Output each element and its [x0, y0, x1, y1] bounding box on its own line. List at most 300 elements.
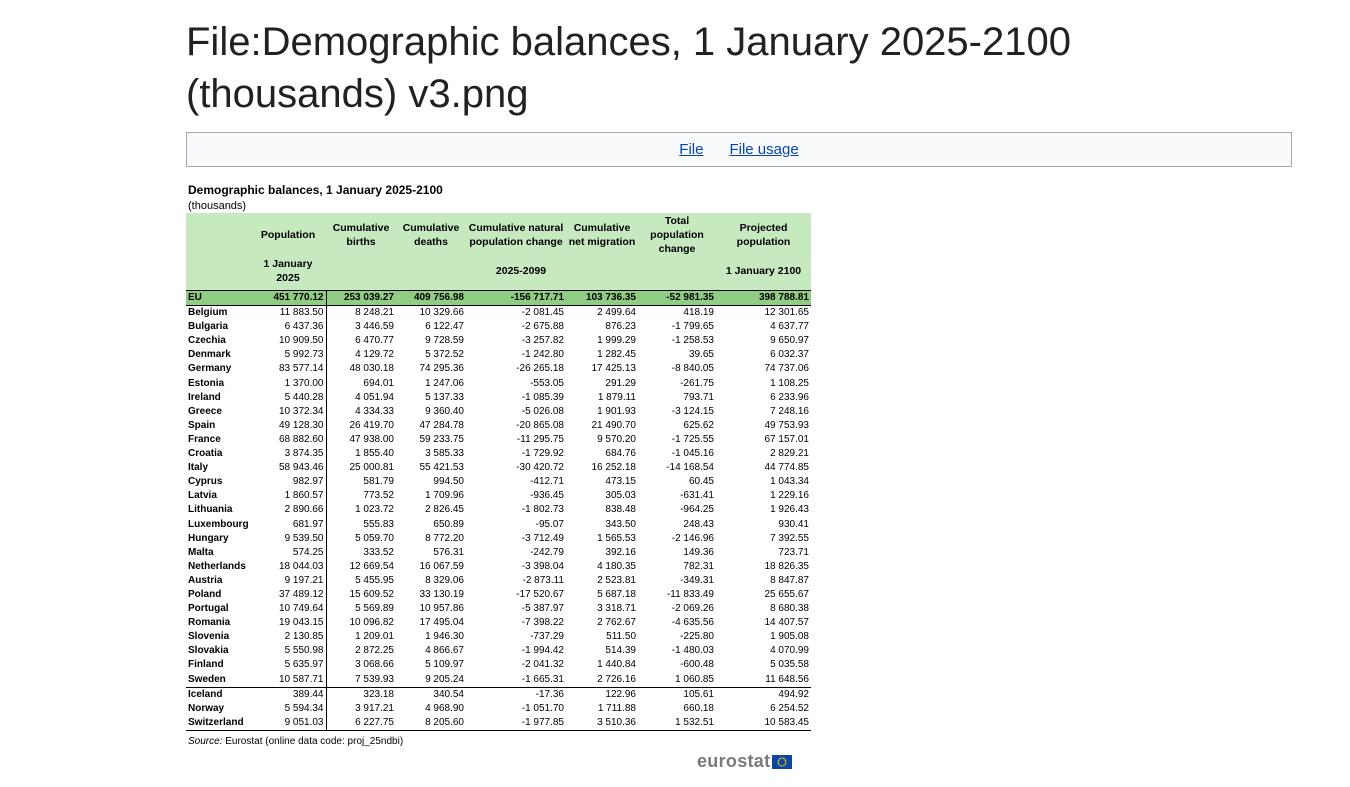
value-cell: 2 726.16 — [597, 673, 636, 685]
value-cell: 1 108.25 — [770, 377, 809, 389]
value-cell: -5 387.97 — [521, 603, 564, 615]
value-cell: -631.41 — [680, 490, 714, 502]
value-cell: -3 398.04 — [521, 560, 564, 572]
value-cell: 9 205.24 — [425, 673, 464, 685]
figure-title: Demographic balances, 1 January 2025-2100 — [188, 183, 443, 197]
table-row — [186, 546, 811, 560]
subheader-cell: 1 January 2100 — [716, 257, 811, 285]
value-cell: 5 992.73 — [250, 348, 326, 362]
value-cell: -1 045.16 — [671, 448, 714, 460]
value-cell: 343.50 — [605, 518, 636, 530]
value-cell: 25 655.67 — [764, 588, 809, 600]
country-cell: Finland — [188, 659, 224, 671]
value-cell: 5 594.34 — [250, 702, 326, 716]
value-cell: 5 137.33 — [425, 391, 464, 403]
table-row — [186, 532, 811, 546]
value-cell: -553.05 — [530, 377, 564, 389]
table-row — [186, 489, 811, 503]
value-cell: 149.36 — [683, 546, 714, 558]
value-cell: 9 728.59 — [425, 335, 464, 347]
value-cell: 59 233.75 — [419, 433, 464, 445]
value-cell: -2 041.32 — [521, 659, 564, 671]
value-cell: 49 753.93 — [764, 419, 809, 431]
value-cell: 514.39 — [605, 645, 636, 657]
value-cell: 291.29 — [605, 377, 636, 389]
table-row — [186, 630, 811, 644]
value-cell: 555.83 — [363, 518, 394, 530]
value-cell: 10 587.71 — [250, 673, 326, 688]
country-cell: Spain — [188, 419, 216, 431]
value-cell: 9 051.03 — [250, 716, 326, 731]
value-cell: 1 023.72 — [355, 504, 394, 516]
value-cell: 1 043.34 — [770, 476, 809, 488]
value-cell: 5 635.97 — [250, 658, 326, 672]
table-row — [186, 348, 811, 362]
value-cell: 6 470.77 — [355, 335, 394, 347]
table-row-eu — [186, 291, 811, 306]
value-cell: 9 539.50 — [250, 532, 326, 546]
value-cell: 48 030.18 — [349, 363, 394, 375]
table-subheader-row — [186, 257, 811, 285]
country-cell: Romania — [188, 617, 231, 629]
header-cell: Cumulative net migration — [566, 213, 638, 257]
value-cell: 6 437.36 — [250, 320, 326, 334]
table-row — [186, 447, 811, 461]
value-cell: 392.16 — [605, 546, 636, 558]
eurostat-logo — [697, 751, 792, 772]
value-cell: 511.50 — [606, 631, 636, 643]
value-cell: -349.31 — [680, 574, 714, 586]
value-cell: -5 026.08 — [521, 405, 564, 417]
table-body — [186, 291, 811, 731]
value-cell: 5 059.70 — [355, 532, 394, 544]
value-cell: -1 242.80 — [521, 349, 564, 361]
value-cell: 58 943.46 — [250, 461, 326, 475]
value-cell: -20 865.08 — [516, 419, 564, 431]
value-cell: 39.65 — [688, 349, 714, 361]
value-cell: 650.89 — [433, 518, 464, 530]
value-cell: 105.61 — [638, 687, 716, 702]
value-cell: 2 829.21 — [770, 448, 809, 460]
value-cell: 581.79 — [363, 476, 394, 488]
value-cell: 253 039.27 — [326, 291, 396, 306]
table-row — [186, 391, 811, 405]
table-row — [186, 320, 811, 334]
value-cell: 4 968.90 — [425, 702, 464, 714]
country-cell: Croatia — [188, 448, 223, 460]
country-cell: Slovenia — [188, 631, 230, 643]
value-cell: 1 060.85 — [675, 673, 714, 685]
table-row — [186, 461, 811, 475]
value-cell: 994.50 — [433, 476, 464, 488]
value-cell: -1 480.03 — [671, 645, 714, 657]
value-cell: 47 284.78 — [419, 419, 464, 431]
value-cell: 12 301.65 — [764, 307, 809, 319]
country-cell: Lithuania — [188, 504, 233, 516]
value-cell: 8 847.87 — [770, 574, 809, 586]
value-cell: 5 109.97 — [425, 659, 464, 671]
value-cell: -52 981.35 — [638, 291, 716, 306]
value-cell: 1 946.30 — [425, 631, 464, 643]
value-cell: 2 872.25 — [355, 645, 394, 657]
value-cell: 2 826.45 — [425, 504, 464, 516]
country-cell: Estonia — [188, 377, 225, 389]
country-cell: Norway — [188, 702, 225, 714]
value-cell: -11 295.75 — [516, 433, 564, 445]
header-cell: Projected population — [716, 213, 811, 257]
value-cell: 3 585.33 — [425, 448, 464, 460]
value-cell: 1 209.01 — [355, 631, 394, 643]
figure-subtitle: (thousands) — [188, 200, 247, 212]
value-cell: 9 360.40 — [425, 405, 464, 417]
country-cell: Ireland — [188, 391, 221, 403]
table-row — [186, 616, 811, 630]
country-cell: Iceland — [186, 687, 250, 702]
value-cell: 9 570.20 — [597, 433, 636, 445]
value-cell: 684.76 — [605, 448, 636, 460]
file-tab-bar — [186, 132, 1292, 167]
country-cell: Austria — [188, 574, 223, 586]
value-cell: 1 532.51 — [638, 716, 716, 731]
value-cell: 9 197.21 — [250, 574, 326, 588]
country-cell: Portugal — [188, 603, 229, 615]
value-cell: 3 446.59 — [355, 321, 394, 333]
value-cell: 5 687.18 — [597, 588, 636, 600]
table-row — [186, 602, 811, 616]
tab-file[interactable]: File — [679, 141, 704, 158]
country-cell: Czechia — [188, 335, 226, 347]
value-cell: -8 840.05 — [671, 363, 714, 375]
country-cell: Belgium — [188, 307, 228, 319]
table-row — [186, 433, 811, 447]
value-cell: 6 233.96 — [770, 391, 809, 403]
value-cell: 15 609.52 — [349, 588, 394, 600]
value-cell: 1 565.53 — [597, 532, 636, 544]
value-cell: -17 520.67 — [516, 588, 564, 600]
value-cell: 625.62 — [683, 419, 714, 431]
value-cell: -26 265.18 — [516, 363, 564, 375]
table-row — [186, 503, 811, 517]
value-cell: 8 329.06 — [425, 574, 464, 586]
country-cell: Luxembourg — [188, 518, 249, 530]
value-cell: 44 774.85 — [764, 462, 809, 474]
file-image[interactable] — [186, 180, 816, 780]
country-cell: Cyprus — [188, 476, 223, 488]
source-text: Eurostat (online data code: proj_25ndbi) — [222, 736, 404, 747]
value-cell: 83 577.14 — [250, 362, 326, 376]
country-cell: Bulgaria — [188, 321, 229, 333]
value-cell: 17 425.13 — [591, 363, 636, 375]
value-cell: 838.48 — [605, 504, 636, 516]
value-cell: 122.96 — [566, 687, 638, 702]
value-cell: 576.31 — [433, 546, 464, 558]
value-cell: -1 729.92 — [521, 448, 564, 460]
value-cell: 451 770.12 — [250, 291, 326, 306]
value-cell: 4 070.99 — [770, 645, 809, 657]
value-cell: 5 440.28 — [250, 391, 326, 405]
country-cell: Greece — [188, 405, 222, 417]
value-cell: -11 833.49 — [666, 588, 714, 600]
value-cell: 18 826.35 — [764, 560, 809, 572]
value-cell: 930.41 — [778, 518, 809, 530]
table-row — [186, 334, 811, 348]
value-cell: -2 069.26 — [671, 603, 714, 615]
value-cell: 74 295.36 — [419, 363, 464, 375]
value-cell: -1 051.70 — [521, 702, 564, 714]
value-cell: 55 421.53 — [419, 462, 464, 474]
table-row — [186, 687, 811, 702]
table-row — [186, 377, 811, 391]
value-cell: 10 909.50 — [250, 334, 326, 348]
value-cell: 876.23 — [605, 321, 636, 333]
header-cell: Cumulative natural population change — [466, 213, 566, 257]
value-cell: 6 122.47 — [425, 321, 464, 333]
value-cell: -936.45 — [530, 490, 564, 502]
value-cell: -3 124.15 — [671, 405, 714, 417]
value-cell: 8 248.21 — [355, 307, 394, 319]
value-cell: 60.45 — [688, 476, 714, 488]
value-cell: -17.36 — [466, 687, 566, 702]
value-cell: 17 495.04 — [419, 617, 464, 629]
value-cell: 14 407.57 — [764, 617, 809, 629]
value-cell: -1 725.55 — [671, 433, 714, 445]
value-cell: 3 318.71 — [597, 603, 636, 615]
value-cell: -2 675.88 — [521, 321, 564, 333]
value-cell: 782.31 — [683, 560, 714, 572]
value-cell: 4 637.77 — [770, 321, 809, 333]
value-cell: 574.25 — [250, 546, 326, 560]
value-cell: 248.43 — [683, 518, 714, 530]
header-cell: Total population change — [638, 213, 716, 257]
country-cell: Latvia — [188, 490, 217, 502]
value-cell: 323.18 — [326, 687, 396, 702]
value-cell: 3 917.21 — [355, 702, 394, 714]
value-cell: 26 419.70 — [349, 419, 394, 431]
value-cell: 103 736.35 — [566, 291, 638, 306]
country-cell: Italy — [188, 462, 209, 474]
value-cell: -3 257.82 — [521, 335, 564, 347]
value-cell: 11 648.56 — [765, 673, 809, 685]
country-cell: Sweden — [188, 673, 226, 685]
value-cell: 10 329.66 — [419, 307, 464, 319]
value-cell: -1 802.73 — [521, 504, 564, 516]
source-label: Source: — [188, 736, 223, 747]
table-row — [186, 419, 811, 433]
table-row — [186, 658, 811, 672]
value-cell: 6 227.75 — [326, 716, 396, 731]
header-cell: Cumulative births — [326, 213, 396, 257]
country-cell: EU — [186, 291, 250, 306]
value-cell: 793.71 — [683, 391, 714, 403]
value-cell: 4 866.67 — [425, 645, 464, 657]
value-cell: 1 860.57 — [250, 489, 326, 503]
table-row — [186, 306, 811, 321]
value-cell: 10 583.45 — [716, 716, 811, 731]
value-cell: 5 372.52 — [425, 349, 464, 361]
table-row — [186, 560, 811, 574]
value-cell: 694.01 — [363, 377, 394, 389]
value-cell: 37 489.12 — [250, 588, 326, 602]
value-cell: 2 130.85 — [250, 630, 326, 644]
value-cell: 16 067.59 — [419, 560, 464, 572]
value-cell: 4 180.35 — [597, 560, 636, 572]
value-cell: 5 569.89 — [355, 603, 394, 615]
value-cell: 2 762.67 — [597, 617, 636, 629]
country-cell: Slovakia — [188, 645, 229, 657]
value-cell: -737.29 — [530, 631, 564, 643]
value-cell: 1 709.96 — [425, 490, 464, 502]
country-cell: Switzerland — [186, 716, 250, 731]
value-cell: 982.97 — [250, 475, 326, 489]
value-cell: 2 890.66 — [250, 503, 326, 517]
table-row — [186, 673, 811, 688]
value-cell: -2 081.45 — [521, 307, 564, 319]
value-cell: 333.52 — [363, 546, 394, 558]
value-cell: 49 128.30 — [250, 419, 326, 433]
table-row — [186, 644, 811, 658]
value-cell: -600.48 — [680, 659, 714, 671]
table-row — [186, 518, 811, 532]
subheader-cell: 1 January 2025 — [250, 257, 326, 285]
value-cell: 10 957.86 — [419, 603, 464, 615]
table-row — [186, 588, 811, 602]
country-cell: Netherlands — [188, 560, 246, 572]
value-cell: -95.07 — [535, 518, 564, 530]
value-cell: -1 085.39 — [521, 391, 564, 403]
value-cell: -1 258.53 — [671, 335, 714, 347]
value-cell: 19 043.15 — [250, 616, 326, 630]
country-cell: Hungary — [188, 532, 229, 544]
value-cell: -225.80 — [680, 631, 714, 643]
value-cell: 33 130.19 — [419, 588, 464, 600]
value-cell: 1 247.06 — [425, 377, 464, 389]
value-cell: 2 499.64 — [597, 307, 636, 319]
value-cell: -1 665.31 — [521, 673, 564, 685]
value-cell: 494.92 — [716, 687, 811, 702]
data-table-wrapper — [186, 213, 811, 731]
value-cell: 340.54 — [396, 687, 466, 702]
value-cell: 8 680.38 — [770, 603, 809, 615]
value-cell: 7 539.93 — [355, 673, 394, 685]
table-row — [186, 574, 811, 588]
value-cell: 8 205.60 — [396, 716, 466, 731]
value-cell: 10 096.82 — [349, 617, 394, 629]
value-cell: 8 772.20 — [425, 532, 464, 544]
value-cell: 12 669.54 — [349, 560, 394, 572]
value-cell: 18 044.03 — [250, 560, 326, 574]
value-cell: 773.52 — [363, 490, 394, 502]
value-cell: 3 068.66 — [355, 659, 394, 671]
value-cell: 409 756.98 — [396, 291, 466, 306]
value-cell: 681.97 — [250, 518, 326, 532]
value-cell: 418.19 — [683, 307, 714, 319]
value-cell: 4 334.33 — [355, 405, 394, 417]
value-cell: 1 370.00 — [250, 377, 326, 391]
value-cell: 389.44 — [250, 687, 326, 702]
value-cell: -7 398.22 — [521, 617, 564, 629]
value-cell: 11 883.50 — [250, 306, 326, 321]
value-cell: 74 737.06 — [764, 363, 809, 375]
value-cell: 1 229.16 — [770, 490, 809, 502]
value-cell: 1 999.29 — [597, 335, 636, 347]
value-cell: 68 882.60 — [250, 433, 326, 447]
table-row — [186, 362, 811, 376]
value-cell: 6 032.37 — [770, 349, 809, 361]
value-cell: 5 550.98 — [250, 644, 326, 658]
value-cell: -412.71 — [530, 476, 564, 488]
value-cell: 1 711.88 — [597, 702, 636, 714]
country-cell: Germany — [188, 363, 232, 375]
header-cell: Population — [250, 213, 326, 257]
value-cell: 4 051.94 — [355, 391, 394, 403]
value-cell: 6 254.52 — [770, 702, 809, 714]
value-cell: -1 977.85 — [466, 716, 566, 731]
value-cell: -4 635.56 — [671, 617, 714, 629]
value-cell: -2 146.96 — [671, 532, 714, 544]
eurostat-logo-text: eurostat — [697, 751, 771, 771]
value-cell: 5 035.58 — [770, 659, 809, 671]
value-cell: -964.25 — [680, 504, 714, 516]
value-cell: 5 455.95 — [355, 574, 394, 586]
value-cell: 67 157.01 — [764, 433, 809, 445]
value-cell: 16 252.18 — [591, 462, 636, 474]
country-cell: Poland — [188, 588, 222, 600]
value-cell: -1 799.65 — [671, 321, 714, 333]
subheader-cell: 2025-2099 — [326, 257, 716, 285]
header-cell — [186, 213, 250, 257]
country-cell: France — [188, 433, 221, 445]
value-cell: -156 717.71 — [466, 291, 566, 306]
page-title: File:Demographic balances, 1 January 2025-2100 (thousands) v3.png — [186, 20, 1071, 116]
value-cell: 3 874.35 — [250, 447, 326, 461]
eu-flag-icon — [772, 755, 792, 769]
value-cell: 9 650.97 — [770, 335, 809, 347]
country-cell: Malta — [188, 546, 214, 558]
value-cell: 1 905.08 — [770, 631, 809, 643]
tab-file-usage[interactable]: File usage — [729, 141, 799, 158]
value-cell: 21 490.70 — [591, 419, 636, 431]
value-cell: 305.03 — [605, 490, 636, 502]
source-note — [188, 736, 403, 747]
table-header-row — [186, 213, 811, 257]
value-cell: 473.15 — [605, 476, 636, 488]
value-cell: 1 879.11 — [597, 391, 636, 403]
value-cell: -14 168.54 — [666, 462, 714, 474]
value-cell: -242.79 — [530, 546, 564, 558]
value-cell: 660.18 — [683, 702, 714, 714]
table-row — [186, 716, 811, 731]
value-cell: 25 000.81 — [349, 462, 394, 474]
value-cell: 10 749.64 — [250, 602, 326, 616]
value-cell: 1 282.45 — [597, 349, 636, 361]
value-cell: 4 129.72 — [355, 349, 394, 361]
value-cell: -1 994.42 — [521, 645, 564, 657]
table-row — [186, 702, 811, 716]
value-cell: -3 712.49 — [521, 532, 564, 544]
header-cell: Cumulative deaths — [396, 213, 466, 257]
value-cell: -30 420.72 — [516, 462, 564, 474]
value-cell: 3 510.36 — [566, 716, 638, 731]
value-cell: 7 392.55 — [770, 532, 809, 544]
value-cell: -261.75 — [680, 377, 714, 389]
value-cell: -2 873.11 — [522, 574, 564, 586]
value-cell: 1 926.43 — [770, 504, 809, 516]
demographic-balances-table — [186, 213, 811, 731]
value-cell: 2 523.81 — [597, 574, 636, 586]
value-cell: 1 440.84 — [597, 659, 636, 671]
value-cell: 723.71 — [778, 546, 809, 558]
value-cell: 10 372.34 — [250, 405, 326, 419]
